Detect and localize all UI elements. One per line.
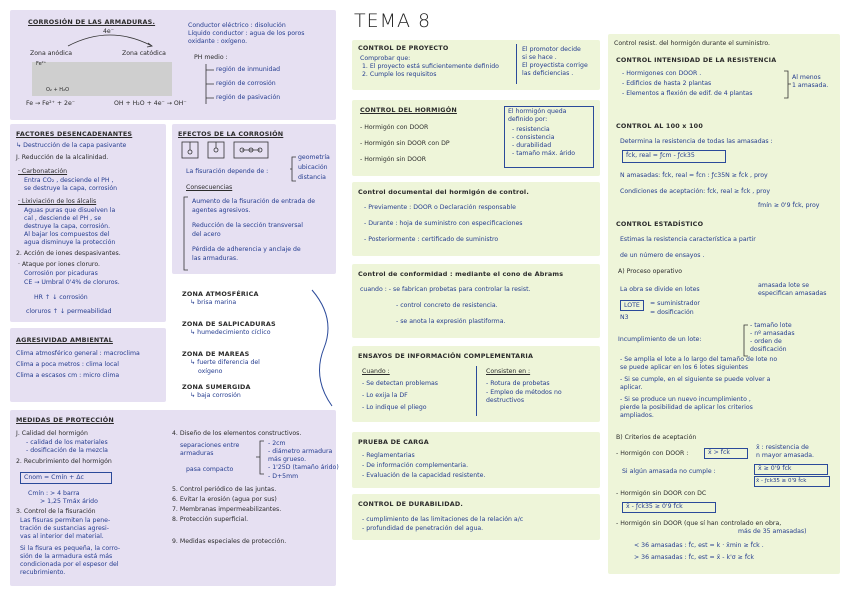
heading-control100: CONTROL AL 100 x 100 bbox=[616, 122, 703, 130]
prueba-item: - De información complementaria. bbox=[362, 462, 469, 469]
factor-line: Aguas puras que disuelven la bbox=[24, 207, 116, 214]
incumpl-bullet: pierde la posibilidad de aplicar los criterios bbox=[620, 404, 753, 411]
prueba-item: - Reglamentarias bbox=[362, 452, 415, 459]
medida-line: 2. Recubrimiento del hormigón bbox=[16, 458, 112, 465]
medida-line: armaduras bbox=[180, 450, 214, 457]
incumplimiento-item: - nº amasadas bbox=[750, 330, 795, 337]
divider bbox=[476, 366, 477, 416]
ensayos-cuando-item: - Lo indique el pliego bbox=[362, 404, 427, 411]
medida-line: 3. Control de la fisuración bbox=[16, 508, 96, 515]
sindoor2-text: más de 35 amasadas) bbox=[738, 528, 807, 535]
electron-label: 4e⁻ bbox=[103, 28, 115, 35]
intensidad-side: 1 amasada. bbox=[792, 82, 829, 89]
formula-text: f̂ck, real = ƒcm - ƒck35 bbox=[626, 152, 695, 159]
zona-name: ZONA SUMERGIDA bbox=[182, 383, 251, 391]
hormigon-item: - Hormigón sin DOOR con DP bbox=[360, 140, 450, 147]
estima-text: de un número de ensayos . bbox=[620, 252, 705, 259]
documental-item: - Posteriormente : certificado de suministro bbox=[364, 236, 499, 243]
incumpl-bullet: - Se amplía el lote a lo largo del tamaño de lote no bbox=[620, 356, 778, 363]
depende-item: distancia bbox=[298, 174, 326, 181]
medida-line: - D+5mm bbox=[268, 473, 299, 480]
incumplimiento-text: Incumplimiento de un lote: bbox=[618, 336, 702, 343]
factor-line: ↳ Destrucción de la capa pasivante bbox=[16, 142, 127, 149]
medida-line: Cmín : > 4 barra bbox=[28, 490, 80, 497]
incumpl-bullet: ampliados. bbox=[620, 412, 654, 419]
factor-line: · Carbonatación bbox=[18, 168, 68, 175]
heading-control-documental: Control documental del hormigón de control. bbox=[358, 188, 529, 196]
consecuencia-line: Reducción de la sección transversal bbox=[192, 222, 303, 229]
hormigon-box-line: definido por: bbox=[508, 116, 548, 123]
factor-line: J. Reducción de la alcalinidad. bbox=[16, 154, 109, 161]
heading-estadistico: CONTROL ESTADÍSTICO bbox=[616, 220, 704, 228]
agresividad-line: Clima a poca metros : clima local bbox=[16, 361, 119, 368]
medida-line: J. Calidad del hormigón bbox=[16, 430, 88, 437]
medida-line: pasa compacto bbox=[186, 466, 234, 473]
medida-line: recubrimiento. bbox=[20, 569, 66, 576]
criterios-heading: B) Criterios de aceptación bbox=[616, 434, 697, 441]
card-efectos bbox=[172, 124, 336, 274]
medida-line: separaciones entre bbox=[180, 442, 240, 449]
medida-line: condicionada por el espesor del bbox=[20, 561, 119, 568]
door1-box-text: x̄ > f̂ck bbox=[708, 449, 730, 456]
fe-label: Fe²⁺ bbox=[36, 61, 47, 67]
sindoor-box-text: x̄ - ƒck35 ≥ 0'9 f̂ck bbox=[626, 503, 683, 510]
medida-line: - 2cm bbox=[268, 440, 286, 447]
card-corrosion bbox=[10, 10, 336, 120]
medida-line: - calidad de los materiales bbox=[26, 439, 108, 446]
medida-line: más grueso. bbox=[268, 456, 307, 463]
page-title: TEMA 8 bbox=[354, 10, 432, 32]
note-line: Conductor eléctrico : disolución bbox=[188, 22, 286, 29]
zona-name: ZONA DE SALPICADURAS bbox=[182, 320, 276, 328]
ensayos-consisten: Consisten en : bbox=[486, 368, 531, 375]
ensayos-cuando-item: - Lo exija la DF bbox=[362, 392, 408, 399]
incumplimiento-bracket bbox=[742, 324, 750, 358]
card-medidas bbox=[10, 410, 339, 586]
factor-line: · Ataque por iones cloruro. bbox=[18, 261, 100, 268]
incumpl-bullet: - Si se produce un nuevo incumplimiento , bbox=[620, 396, 751, 403]
bar-diagrams bbox=[180, 140, 280, 164]
ensayos-cuando: Cuando : bbox=[362, 368, 390, 375]
wave-line bbox=[308, 288, 338, 408]
factor-line: · Lixiviación de los álcalis bbox=[18, 198, 97, 205]
proceso-heading: A) Proceso operativo bbox=[618, 268, 683, 275]
hormigon-box-line: - durabilidad bbox=[512, 142, 552, 149]
proyecto-line: 1. El proyecto está suficientemente definido bbox=[362, 63, 499, 70]
o2-label: O₂ + H₂O bbox=[46, 87, 70, 93]
medida-line: 9. Medidas especiales de protección. bbox=[172, 538, 287, 545]
depende-label: La fisuración depende de : bbox=[186, 168, 269, 175]
zona-desc: ↳ baja corrosión bbox=[190, 392, 241, 399]
medida-line: Cnom = Cmín + Δc bbox=[24, 474, 84, 481]
proyecto-line: Comprobar que: bbox=[360, 55, 411, 62]
hormigon-box-line: - resistencia bbox=[512, 126, 550, 133]
divider bbox=[516, 44, 517, 84]
card-factores bbox=[10, 124, 166, 322]
sindoor2-text: - Hormigón sin DOOR (que sí han controlado en obra, bbox=[616, 520, 782, 527]
lote-n: N3 bbox=[620, 314, 629, 321]
agresividad-line: Clima a escasos cm : micro clima bbox=[16, 372, 120, 379]
heading-durabilidad: CONTROL DE DURABILIDAD. bbox=[358, 500, 464, 508]
medida-line: Si la fisura es pequeña, la corro- bbox=[20, 545, 121, 552]
factor-line: HR ↑ ↓ corrosión bbox=[34, 294, 88, 301]
heading-factores: FACTORES DESENCADENANTES bbox=[16, 130, 133, 138]
equation-left: Fe → Fe²⁺ + 2e⁻ bbox=[26, 100, 76, 107]
heading-control-conformidad: Control de conformidad : mediante el cono de Abrams bbox=[358, 270, 564, 278]
factor-line: cloruros ↑ ↓ permeabilidad bbox=[26, 308, 112, 315]
incumpl-bullet: - Si se cumple, en el siguiente se puede volver a bbox=[620, 376, 771, 383]
consecuencia-line: Pérdida de adherencia y anclaje de bbox=[192, 246, 301, 253]
card-control-hormigon bbox=[352, 100, 600, 176]
medida-line: 7. Membranas impermeabilizantes. bbox=[172, 506, 282, 513]
proyecto-side: El promotor decide bbox=[522, 46, 581, 53]
medida-line: - diámetro armadura bbox=[268, 448, 333, 455]
incumpl-bullet: se puede aplicar en los 6 lotes siguientes bbox=[620, 364, 749, 371]
factor-line: agua disminuye la protección bbox=[24, 239, 116, 246]
depende-item: ubicación bbox=[298, 164, 328, 171]
determina-text: Determina la resistencia de todas las amasadas : bbox=[620, 138, 773, 145]
factor-line: cal , desciende el PH , se bbox=[24, 215, 102, 222]
door1-text: - Hormigón con DOOR : bbox=[616, 450, 689, 457]
intensidad-item: - Elementos a flexión de edif. de 4 plantas bbox=[622, 90, 753, 97]
proyecto-side: si se hace . bbox=[522, 54, 557, 61]
separaciones-bracket bbox=[254, 440, 268, 476]
ph-label: PH medio : bbox=[194, 54, 228, 61]
ensayos-consisten-item: destructivos bbox=[486, 397, 525, 404]
lote-eq: = suministrador bbox=[650, 300, 700, 307]
factor-line: CE → Umbral 0'4% de cloruros. bbox=[24, 279, 120, 286]
zona-desc: ↳ fuerte diferencia del bbox=[190, 359, 260, 366]
ensayos-consisten-item: - Rotura de probetas bbox=[486, 380, 550, 387]
heading-control-hormigon: CONTROL DEL HORMIGÓN bbox=[360, 106, 457, 114]
intensidad-item: - Edificios de hasta 2 plantas bbox=[622, 80, 712, 87]
heading-agresividad: AGRESIVIDAD AMBIENTAL bbox=[16, 336, 113, 344]
zona-name: ZONA ATMOSFÉRICA bbox=[182, 290, 259, 298]
amasada-text: amasada lote se bbox=[758, 282, 810, 289]
ncumple-text: Si algún amasada no cumple : bbox=[622, 468, 716, 475]
consecuencia-line: del acero bbox=[192, 231, 221, 238]
medida-line: Las fisuras permiten la pene- bbox=[20, 517, 111, 524]
ph-item: región de inmunidad bbox=[216, 66, 281, 73]
medida-line: 4. Diseño de los elementos constructivos. bbox=[172, 430, 302, 437]
proyecto-side: las deficiencias . bbox=[522, 70, 574, 77]
heading-corrosion: CORROSIÓN DE LAS ARMADURAS. bbox=[28, 18, 156, 26]
incumplimiento-item: dosificación bbox=[750, 346, 787, 353]
incumpl-bullet: aplicar. bbox=[620, 384, 643, 391]
factor-line: Al bajar los compuestos del bbox=[24, 231, 110, 238]
medida-line: 5. Control periódico de las juntas. bbox=[172, 486, 277, 493]
consecuencias-bracket bbox=[182, 196, 192, 272]
heading-ensayos: ENSAYOS DE INFORMACIÓN COMPLEMENTARIA bbox=[358, 352, 534, 360]
intensidad-side: Al menos bbox=[792, 74, 821, 81]
factor-line: se destruye la capa, corrosión bbox=[24, 185, 118, 192]
namasadas-text: N amasadas: f̂ck, real = f̂cn : ƒc35N ≥ f̂ck , proy bbox=[620, 172, 768, 179]
incumplimiento-item: - tamaño lote bbox=[750, 322, 792, 329]
door1-note: n mayor amasada. bbox=[756, 452, 814, 459]
heading-control-resistencia: Control resist. del hormigón durante el suministro. bbox=[614, 40, 771, 47]
zona-desc: oxígeno bbox=[198, 368, 223, 375]
final-line: > 36 amasadas : f̂c, est = x̄ - k'σ ≥ f̂ck bbox=[634, 554, 754, 561]
medida-line: - 1'25D (tamaño árido) bbox=[268, 464, 339, 471]
zona-desc: ↳ brisa marina bbox=[190, 299, 237, 306]
consecuencias-label: Consecuencias bbox=[186, 184, 233, 191]
zona-name: ZONA DE MAREAS bbox=[182, 350, 250, 358]
heading-intensidad: CONTROL INTENSIDAD DE LA RESISTENCIA bbox=[616, 56, 777, 64]
intensidad-bracket bbox=[782, 70, 792, 100]
medida-line: vas al interior del material. bbox=[20, 533, 104, 540]
medida-line: > 1,25 Tmáx árido bbox=[40, 498, 98, 505]
factor-line: Entra CO₂ , desciende el PH , bbox=[24, 177, 114, 184]
ncumple-box-text: x̄ - ƒck35 ≥ 0'9 f̂ck bbox=[756, 478, 807, 484]
anodic-label: Zona anódica bbox=[30, 50, 73, 57]
ensayos-consisten-item: - Empleo de métodos no bbox=[486, 389, 562, 396]
ncumple-box-text: x̄ ≥ 0'9 f̂ck bbox=[758, 465, 792, 472]
heading-efectos: EFECTOS DE LA CORROSIÓN bbox=[178, 130, 284, 138]
card-durabilidad bbox=[352, 494, 600, 540]
agresividad-line: Clima atmosférico general : macroclima bbox=[16, 350, 140, 357]
conformidad-item: cuando : - se fabrican probetas para controlar la resist. bbox=[360, 286, 531, 293]
intensidad-item: - Hormigones con DOOR . bbox=[622, 70, 702, 77]
medida-line: 8. Protección superficial. bbox=[172, 516, 249, 523]
proyecto-line: 2. Cumple los requisitos bbox=[362, 71, 437, 78]
door1-note: x̄ : resistencia de bbox=[756, 444, 809, 451]
ensayos-cuando-item: - Se detectan problemas bbox=[362, 380, 438, 387]
hormigon-box-line: - consistencia bbox=[512, 134, 555, 141]
heading-medidas: MEDIDAS DE PROTECCIÓN bbox=[16, 416, 114, 424]
factor-line: destruye la capa, corrosión. bbox=[24, 223, 111, 230]
heading-prueba-carga: PRUEBA DE CARGA bbox=[358, 438, 429, 446]
proyecto-side: El proyectista corrige bbox=[522, 62, 588, 69]
durabilidad-item: - cumplimiento de las limitaciones de la relación a/c bbox=[362, 516, 524, 523]
medida-line: sión de la armadura está más bbox=[20, 553, 113, 560]
card-control-documental bbox=[352, 182, 600, 256]
documental-item: - Durante : hoja de suministro con especificaciones bbox=[364, 220, 523, 227]
card-control-resistencia bbox=[608, 34, 840, 574]
note-line: oxidante : oxígeno. bbox=[188, 38, 248, 45]
hormigon-item: - Hormigón con DOOR bbox=[360, 124, 429, 131]
final-line: < 36 amasadas : f̂c, est = k · x̄min ≥ f̂ck . bbox=[634, 542, 764, 549]
hormigon-item: - Hormigón sin DOOR bbox=[360, 156, 427, 163]
consecuencia-line: las armaduras. bbox=[192, 255, 239, 262]
medida-line: 6. Evitar la erosión (agua por sus) bbox=[172, 496, 277, 503]
hormigon-box-line: - tamaño máx. árido bbox=[512, 150, 576, 157]
sindoor-text: - Hormigón sin DOOR con DC bbox=[616, 490, 707, 497]
note-line: Líquido conductor : agua de los poros bbox=[188, 30, 305, 37]
card-ensayos bbox=[352, 346, 600, 422]
card-agresividad bbox=[10, 328, 166, 402]
heading-control-proyecto: CONTROL DE PROYECTO bbox=[358, 44, 449, 52]
ph-item: región de corrosión bbox=[216, 80, 276, 87]
prueba-item: - Evaluación de la capacidad resistente. bbox=[362, 472, 486, 479]
lote-label: LOTE bbox=[624, 302, 640, 309]
durabilidad-item: - profundidad de penetración del agua. bbox=[362, 525, 484, 532]
ph-item: región de pasivación bbox=[216, 94, 281, 101]
card-control-conformidad bbox=[352, 264, 600, 338]
zona-desc: ↳ humedecimiento cíclico bbox=[190, 329, 271, 336]
hormigon-box-line: El hormigón queda bbox=[508, 108, 567, 115]
lote-eq: = dosificación bbox=[650, 309, 694, 316]
obra-text: La obra se divide en lotes bbox=[620, 286, 700, 293]
equation-right: OH + H₂O + 4e⁻ → OH⁻ bbox=[114, 100, 187, 107]
cathodic-label: Zona catódica bbox=[122, 50, 166, 57]
consecuencia-line: agentes agresivos. bbox=[192, 207, 251, 214]
medida-line: - dosificación de la mezcla bbox=[26, 447, 108, 454]
amasada-text: especifican amasadas bbox=[758, 290, 827, 297]
estima-text: Estimas la resistencia característica a partir bbox=[620, 236, 756, 243]
conformidad-item: - se anota la expresión plastiforma. bbox=[396, 318, 506, 325]
documental-item: - Previamente : DOOR o Declaración responsable bbox=[364, 204, 516, 211]
medida-line: tración de sustancias agresi- bbox=[20, 525, 109, 532]
depende-item: geometría bbox=[298, 154, 330, 161]
fmin-text: fmín ≥ 0'9 f̂ck, proy bbox=[758, 202, 820, 209]
consecuencia-line: Aumento de la fisuración de entrada de bbox=[192, 198, 316, 205]
card-control-proyecto bbox=[352, 40, 600, 90]
conformidad-item: - control concreto de resistencia. bbox=[396, 302, 498, 309]
factor-line: 2. Acción de iones despasivantes. bbox=[16, 250, 121, 257]
condiciones-text: Condiciones de aceptación: f̂ck, real ≥ f̂ck , proy bbox=[620, 188, 771, 195]
card-prueba-carga bbox=[352, 432, 600, 488]
factor-line: Corrosión por picaduras bbox=[24, 270, 98, 277]
incumplimiento-item: - orden de bbox=[750, 338, 782, 345]
